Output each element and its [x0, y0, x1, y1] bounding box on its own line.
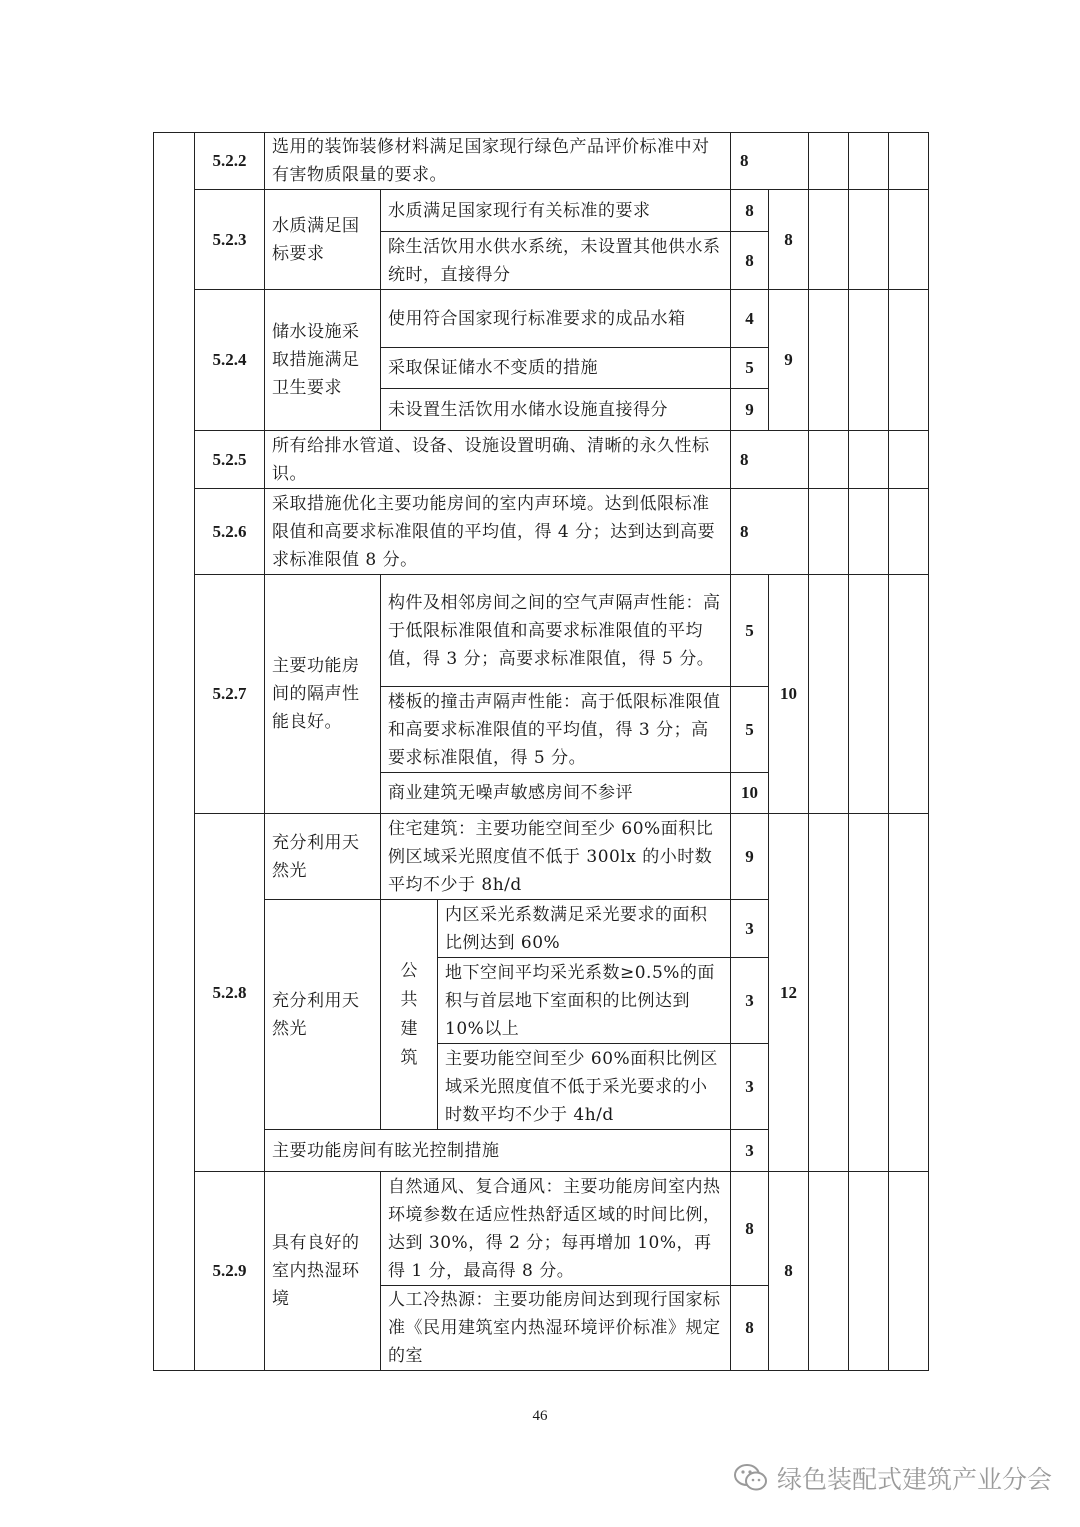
- sub-item-text: 使用符合国家现行标准要求的成品水箱: [381, 290, 731, 348]
- sub-item-text: 人工冷热源：主要功能房间达到现行国家标准《民用建筑室内热湿环境评价标准》规定的室: [381, 1286, 731, 1371]
- item-category: 水质满足国标要求: [265, 190, 381, 290]
- sub-item-score: 8: [731, 1286, 769, 1371]
- item-category: 充分利用天然光: [265, 900, 381, 1130]
- sub-item-score: 3: [731, 900, 769, 958]
- item-total-score: 10: [769, 575, 809, 814]
- sub-item-text: 主要功能房间有眩光控制措施: [265, 1130, 731, 1172]
- item-category: 充分利用天然光: [265, 814, 381, 900]
- sub-item-score: 8: [731, 1172, 769, 1286]
- sub-item-text: 构件及相邻房间之间的空气声隔声性能：高于低限标准限值和高要求标准限值的平均值，得 3 分；高要求标准限值，得 5 分。: [381, 575, 731, 687]
- sub-item-text: 主要功能空间至少 60%面积比例区域采光照度值不低于采光要求的小时数平均不少于 4h/d: [438, 1044, 731, 1130]
- item-code: 5.2.7: [195, 575, 265, 814]
- chapter-column-cell: [154, 133, 195, 1371]
- item-text: 选用的装饰装修材料满足国家现行绿色产品评价标准中对有害物质限量的要求。: [265, 133, 731, 190]
- item-score: 8: [731, 489, 809, 575]
- item-code: 5.2.4: [195, 290, 265, 431]
- watermark-text: 绿色装配式建筑产业分会: [776, 1465, 1052, 1494]
- sub-item-score: 5: [731, 575, 769, 687]
- public-building-text: 公共建筑: [400, 960, 418, 1068]
- watermark: [733, 1460, 1052, 1496]
- item-code: 5.2.6: [195, 489, 265, 575]
- item-total-score: 8: [769, 190, 809, 290]
- table-row: [154, 190, 929, 232]
- item-code: 5.2.2: [195, 133, 265, 190]
- sub-item-score: 4: [731, 290, 769, 348]
- sub-item-text: 楼板的撞击声隔声性能：高于低限标准限值和高要求标准限值的平均值，得 3 分；高要求标准限值，得 5 分。: [381, 687, 731, 773]
- item-text: 所有给排水管道、设备、设施设置明确、清晰的永久性标识。: [265, 431, 731, 489]
- table-row: [154, 133, 929, 190]
- sub-item-score: 9: [731, 814, 769, 900]
- sub-item-text: 水质满足国家现行有关标准的要求: [381, 190, 731, 232]
- sub-item-score: 3: [731, 958, 769, 1044]
- evaluation-standard-table: [153, 132, 929, 1371]
- table-row: [154, 575, 929, 687]
- item-score: 8: [731, 133, 809, 190]
- item-code: 5.2.5: [195, 431, 265, 489]
- item-category: 主要功能房间的隔声性能良好。: [265, 575, 381, 814]
- sub-item-text: 除生活饮用水供水系统，未设置其他供水系统时，直接得分: [381, 232, 731, 290]
- page-number: 46: [532, 1408, 548, 1424]
- table-row: [154, 1172, 929, 1286]
- item-score: 8: [731, 431, 809, 489]
- sub-item-score: 10: [731, 773, 769, 814]
- sub-item-text: 内区采光系数满足采光要求的面积比例达到 60%: [438, 900, 731, 958]
- table-row: [154, 431, 929, 489]
- table-row: [154, 814, 929, 900]
- sub-item-text: 自然通风、复合通风：主要功能房间室内热环境参数在适应性热舒适区域的时间比例，达到 30%，得 2 分；每再增加 10%，再得 1 分，最高得 8 分。: [381, 1172, 731, 1286]
- table-row: [154, 489, 929, 575]
- wechat-icon: [733, 1463, 769, 1493]
- sub-item-text: 商业建筑无噪声敏感房间不参评: [381, 773, 731, 814]
- item-code: 5.2.3: [195, 190, 265, 290]
- sub-item-text: 地下空间平均采光系数≥0.5%的面积与首层地下室面积的比例达到 10%以上: [438, 958, 731, 1044]
- sub-item-score: 8: [731, 190, 769, 232]
- public-building-label: [381, 900, 438, 1130]
- sub-item-score: 3: [731, 1130, 769, 1172]
- item-text: 采取措施优化主要功能房间的室内声环境。达到低限标准限值和高要求标准限值的平均值，得 4 分；达到达到高要求标准限值 8 分。: [265, 489, 731, 575]
- item-code: 5.2.8: [195, 814, 265, 1172]
- item-category: 储水设施采取措施满足卫生要求: [265, 290, 381, 431]
- sub-item-score: 9: [731, 389, 769, 431]
- item-total-score: 12: [769, 814, 809, 1172]
- sub-item-text: 采取保证储水不变质的措施: [381, 348, 731, 389]
- item-total-score: 8: [769, 1172, 809, 1371]
- table-row: [154, 290, 929, 348]
- sub-item-score: 3: [731, 1044, 769, 1130]
- item-code: 5.2.9: [195, 1172, 265, 1371]
- sub-item-score: 8: [731, 232, 769, 290]
- sub-item-score: 5: [731, 687, 769, 773]
- item-category: 具有良好的室内热湿环境: [265, 1172, 381, 1371]
- sub-item-text: 未设置生活饮用水储水设施直接得分: [381, 389, 731, 431]
- sub-item-text: 住宅建筑：主要功能空间至少 60%面积比例区域采光照度值不低于 300lx 的小时数平均不少于 8h/d: [381, 814, 731, 900]
- sub-item-score: 5: [731, 348, 769, 389]
- item-total-score: 9: [769, 290, 809, 431]
